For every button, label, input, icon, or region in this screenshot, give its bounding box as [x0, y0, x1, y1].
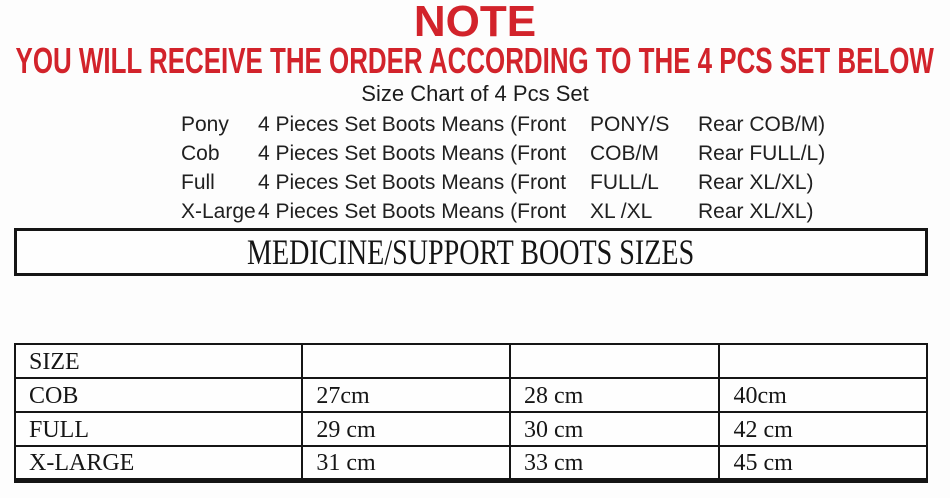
set-line-front-size: PONY/S — [590, 113, 670, 136]
set-line-rear-size: Rear COB/M) — [698, 113, 826, 136]
table-cell-measure: 31 cm — [302, 446, 510, 481]
set-line-label: Cob — [181, 142, 220, 165]
set-line-label: Pony — [181, 113, 229, 136]
set-line-rear-size: Rear FULL/L) — [698, 142, 826, 165]
set-line-full — [181, 168, 825, 197]
order-warning-row — [0, 42, 950, 79]
set-chart-subtitle: Size Chart of 4 Pcs Set — [361, 81, 589, 106]
table-cell-size: X-LARGE — [15, 446, 302, 481]
table-cell-measure: 45 cm — [719, 446, 927, 481]
table-cell-size: COB — [15, 378, 302, 412]
set-line-label: X-Large — [181, 200, 256, 223]
table-cell-empty — [719, 344, 927, 378]
set-line-rear-size: Rear XL/XL) — [698, 200, 814, 223]
medicine-sizes-heading: MEDICINE/SUPPORT BOOTS SIZES — [247, 232, 695, 272]
table-cell-measure: 27cm — [302, 378, 510, 412]
table-row-header — [15, 344, 927, 378]
set-line-front-size: COB/M — [590, 142, 659, 165]
boot-sizes-table — [14, 343, 928, 483]
note-title: NOTE — [413, 0, 537, 46]
table-cell-measure: 40cm — [719, 378, 927, 412]
table-cell-measure: 30 cm — [510, 412, 720, 446]
set-line-front-size: FULL/L — [590, 171, 659, 194]
set-line-description: 4 Pieces Set Boots Means (Front — [258, 113, 567, 136]
set-line-description: 4 Pieces Set Boots Means (Front — [258, 200, 567, 223]
set-line-description: 4 Pieces Set Boots Means (Front — [258, 171, 567, 194]
set-line-front-size: XL /XL — [590, 200, 653, 223]
table-cell-empty — [302, 344, 510, 378]
table-cell-measure: 33 cm — [510, 446, 720, 481]
set-line-cob — [181, 139, 825, 168]
table-cell-size: FULL — [15, 412, 302, 446]
pcs-set-lines — [181, 110, 825, 226]
set-line-pony — [181, 110, 825, 139]
table-cell-measure: 42 cm — [719, 412, 927, 446]
table-row-cob — [15, 378, 927, 412]
table-cell-measure: 29 cm — [302, 412, 510, 446]
set-line-xlarge — [181, 197, 825, 226]
medicine-sizes-box — [14, 228, 928, 276]
table-cell-size-label: SIZE — [15, 344, 302, 378]
table-cell-measure: 28 cm — [510, 378, 720, 412]
order-warning-text: YOU WILL RECEIVE THE ORDER ACCORDING TO THE 4 PCS SET BELOW — [15, 40, 935, 81]
table-row-full — [15, 412, 927, 446]
set-line-label: Full — [181, 171, 215, 194]
set-line-description: 4 Pieces Set Boots Means (Front — [258, 142, 567, 165]
table-row-xlarge — [15, 446, 927, 481]
set-line-rear-size: Rear XL/XL) — [698, 171, 814, 194]
table-cell-empty — [510, 344, 720, 378]
